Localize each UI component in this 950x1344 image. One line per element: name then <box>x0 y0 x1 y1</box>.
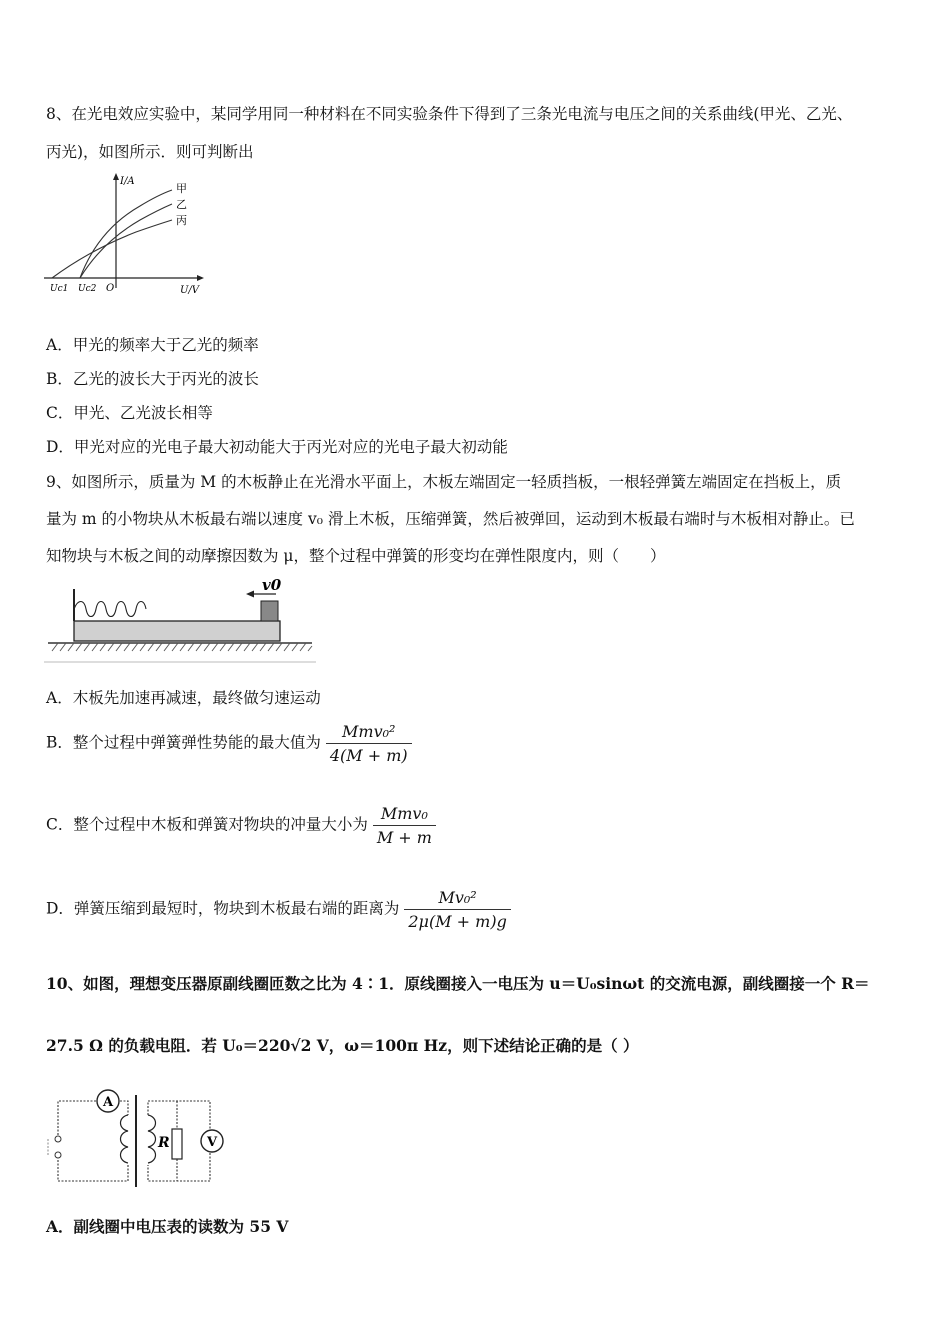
q9-stem-line1: 9、如图所示，质量为 M 的木板静止在光滑水平面上，木板左端固定一轻质挡板，一根轻弹簧左端固定在挡板上，质 <box>46 473 842 491</box>
terminal-bottom <box>55 1152 61 1158</box>
q8-stem-line2: 丙光)，如图所示．则可判断出 <box>46 143 254 161</box>
photoelectric-graph <box>40 170 220 300</box>
transformer-circuit <box>44 1085 234 1193</box>
q9-option-b <box>46 722 412 765</box>
uc2-label: Uc2 <box>78 284 97 294</box>
spring-board-figure <box>44 575 319 665</box>
q10-stem-line1: 10、如图，理想变压器原副线圈匝数之比为 4∶1．原线圈接入一电压为 u＝U₀sinωt 的交流电源，副线圈接一个 R＝ <box>46 974 870 993</box>
q9-option-d <box>46 888 511 931</box>
q8-option-b: B．乙光的波长大于丙光的波长 <box>46 370 259 388</box>
q9-option-c-text: C．整个过程中木板和弹簧对物块的冲量大小为 <box>46 815 368 834</box>
q8-option-d: D．甲光对应的光电子最大初动能大于丙光对应的光电子最大初动能 <box>46 438 508 456</box>
secondary-coil <box>148 1115 156 1163</box>
q9-option-d-text: D．弹簧压缩到最短时，物块到木板最右端的距离为 <box>46 899 400 918</box>
y-axis-arrow <box>113 173 119 180</box>
q8-option-a: A．甲光的频率大于乙光的频率 <box>46 336 259 354</box>
x-axis-arrow <box>197 275 204 281</box>
curve-label-bing: 丙 <box>176 214 187 227</box>
fraction-b <box>326 722 412 765</box>
q9-stem-line2: 量为 m 的小物块从木板最右端以速度 v₀ 滑上木板，压缩弹簧，然后被弹回，运动到木板最右端时与木板相对静止。已 <box>46 510 855 528</box>
fraction-c-num: Mmv₀ <box>380 804 428 823</box>
velocity-arrowhead <box>246 591 254 598</box>
spring <box>74 602 146 617</box>
fraction-c <box>373 804 436 847</box>
primary-wire <box>58 1101 128 1181</box>
voltmeter-label: V <box>207 1135 218 1150</box>
x-axis-label: U/V <box>180 285 200 296</box>
curve-bing <box>52 220 172 278</box>
q8-option-c: C．甲光、乙光波长相等 <box>46 404 213 422</box>
wooden-board <box>74 621 280 641</box>
q9-stem-line3: 知物块与木板之间的动摩擦因数为 μ，整个过程中弹簧的形变均在弹性限度内，则（ ） <box>46 547 666 565</box>
q10-stem-line2: 27.5 Ω 的负载电阻．若 U₀＝220√2 V，ω＝100π Hz，则下述结论正确的是（ ） <box>46 1036 639 1055</box>
curve-label-yi: 乙 <box>176 198 187 211</box>
fraction-d-num: Mv₀² <box>438 888 477 907</box>
resistor-label: R <box>158 1135 170 1151</box>
origin-label: O <box>106 283 115 294</box>
primary-coil <box>121 1115 129 1163</box>
curve-label-jia: 甲 <box>176 182 187 195</box>
ground-hatch <box>52 643 312 651</box>
uc1-label: Uc1 <box>50 284 69 294</box>
fraction-b-den: 4(M + m) <box>326 743 412 765</box>
curve-jia <box>80 190 172 278</box>
q9-option-a: A．木板先加速再减速，最终做匀速运动 <box>46 689 321 707</box>
resistor <box>172 1129 182 1159</box>
q9-option-c <box>46 804 436 847</box>
fraction-d <box>404 888 510 931</box>
fraction-d-den: 2μ(M + m)g <box>404 909 510 931</box>
ammeter-label: A <box>103 1095 114 1110</box>
terminal-top <box>55 1136 61 1142</box>
velocity-label: v0 <box>262 576 282 594</box>
fraction-c-den: M + m <box>373 825 436 847</box>
fraction-b-num: Mmv₀² <box>342 722 396 741</box>
y-axis-label: I/A <box>120 176 135 187</box>
q9-option-b-text: B．整个过程中弹簧弹性势能的最大值为 <box>46 733 321 752</box>
small-block <box>261 601 278 621</box>
q8-stem-line1: 8、在光电效应实验中，某同学用同一种材料在不同实验条件下得到了三条光电流与电压之间的关系曲线(甲光、乙光、 <box>46 105 853 123</box>
q10-option-a: A．副线圈中电压表的读数为 55 V <box>46 1217 289 1236</box>
